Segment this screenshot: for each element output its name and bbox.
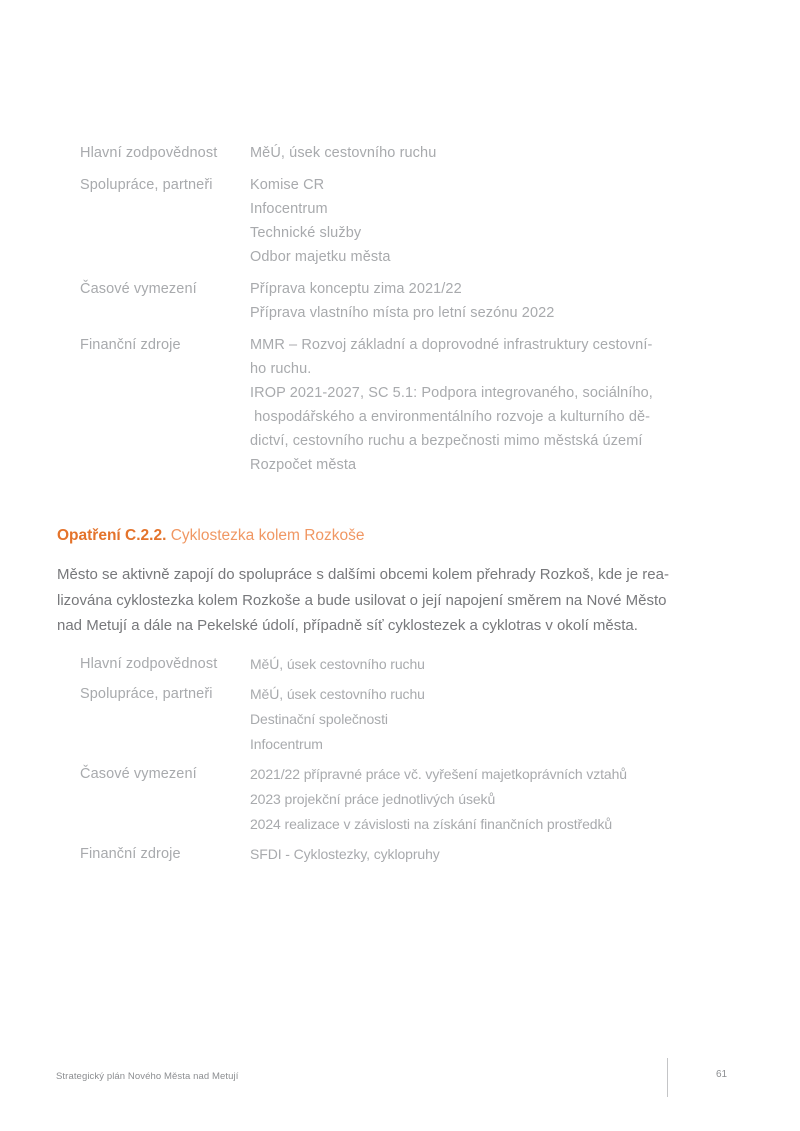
value-line: dictví, cestovního ruchu a bezpečnosti mimo městská území bbox=[250, 433, 643, 449]
value-line: MMR – Rozvoj základní a doprovodné infrastruktury cestovní- bbox=[250, 337, 653, 353]
value-line: 2024 realizace v závislosti na získání finančních prostředků bbox=[250, 816, 613, 832]
table-row bbox=[80, 842, 745, 867]
measure-detail-table-2 bbox=[80, 652, 745, 872]
table-row bbox=[80, 762, 745, 837]
measure-heading bbox=[57, 526, 365, 546]
value-line: MěÚ, úsek cestovního ruchu bbox=[250, 686, 425, 702]
value-line: 2021/22 přípravné práce vč. vyřešení majetkoprávních vztahů bbox=[250, 766, 627, 782]
table-row bbox=[80, 682, 745, 757]
table-row bbox=[80, 277, 745, 325]
measure-description bbox=[57, 562, 757, 639]
row-values bbox=[250, 141, 745, 165]
value-line: Příprava konceptu zima 2021/22 bbox=[250, 281, 462, 297]
value-line: Infocentrum bbox=[250, 201, 328, 217]
row-label-time-frame: Časové vymezení bbox=[80, 281, 197, 297]
paragraph-line: lizována cyklostezka kolem Rozkoše a bude usilovat o její napojení směrem na Nové Město bbox=[57, 591, 667, 609]
row-values bbox=[250, 682, 745, 757]
value-line: Destinační společnosti bbox=[250, 711, 388, 727]
table-row bbox=[80, 333, 745, 477]
footer-page-number: 61 bbox=[716, 1069, 728, 1080]
value-line: SFDI - Cyklostezky, cyklopruhy bbox=[250, 846, 440, 862]
row-values bbox=[250, 842, 745, 867]
measure-number: Opatření C.2.2. bbox=[57, 527, 167, 544]
row-label-main-responsibility: Hlavní zodpovědnost bbox=[80, 145, 218, 161]
value-line: MěÚ, úsek cestovního ruchu bbox=[250, 145, 437, 161]
row-label-cooperation-partners: Spolupráce, partneři bbox=[80, 177, 213, 193]
row-label-main-responsibility: Hlavní zodpovědnost bbox=[80, 656, 218, 672]
row-values bbox=[250, 762, 745, 837]
value-line: Odbor majetku města bbox=[250, 249, 391, 265]
paragraph-line: Město se aktivně zapojí do spolupráce s dalšími obcemi kolem přehrady Rozkoš, kde je rea- bbox=[57, 566, 669, 583]
row-values bbox=[250, 173, 745, 269]
value-line: Příprava vlastního místa pro letní sezónu 2022 bbox=[250, 305, 555, 321]
table-row bbox=[80, 173, 745, 269]
value-line: 2023 projekční práce jednotlivých úseků bbox=[250, 791, 496, 807]
row-label-financial-sources: Finanční zdroje bbox=[80, 846, 181, 862]
row-label-financial-sources: Finanční zdroje bbox=[80, 337, 181, 353]
table-row bbox=[80, 652, 745, 677]
measure-detail-table-1 bbox=[80, 141, 745, 485]
row-values bbox=[250, 652, 745, 677]
footer-divider bbox=[667, 1058, 668, 1097]
value-line: Rozpočet města bbox=[250, 457, 357, 473]
measure-title: Cyklostezka kolem Rozkoše bbox=[166, 527, 365, 544]
row-label-cooperation-partners: Spolupráce, partneři bbox=[80, 686, 213, 702]
footer-document-title: Strategický plán Nového Města nad Metují bbox=[56, 1071, 239, 1082]
value-line: hospodářského a environmentálního rozvoje a kulturního dě- bbox=[250, 409, 651, 425]
row-values bbox=[250, 277, 745, 325]
value-line: Komise CR bbox=[250, 177, 325, 193]
value-line: Infocentrum bbox=[250, 736, 323, 752]
value-line: Technické služby bbox=[250, 225, 362, 241]
row-label-time-frame: Časové vymezení bbox=[80, 766, 197, 782]
value-line: ho ruchu. bbox=[250, 361, 312, 377]
paragraph-line: nad Metují a dále na Pekelské údolí, případně síť cyklostezek a cyklotras v okolí města. bbox=[57, 617, 638, 634]
table-row bbox=[80, 141, 745, 165]
row-values bbox=[250, 333, 745, 477]
value-line: MěÚ, úsek cestovního ruchu bbox=[250, 656, 425, 672]
value-line: IROP 2021-2027, SC 5.1: Podpora integrovaného, sociálního, bbox=[250, 385, 653, 401]
